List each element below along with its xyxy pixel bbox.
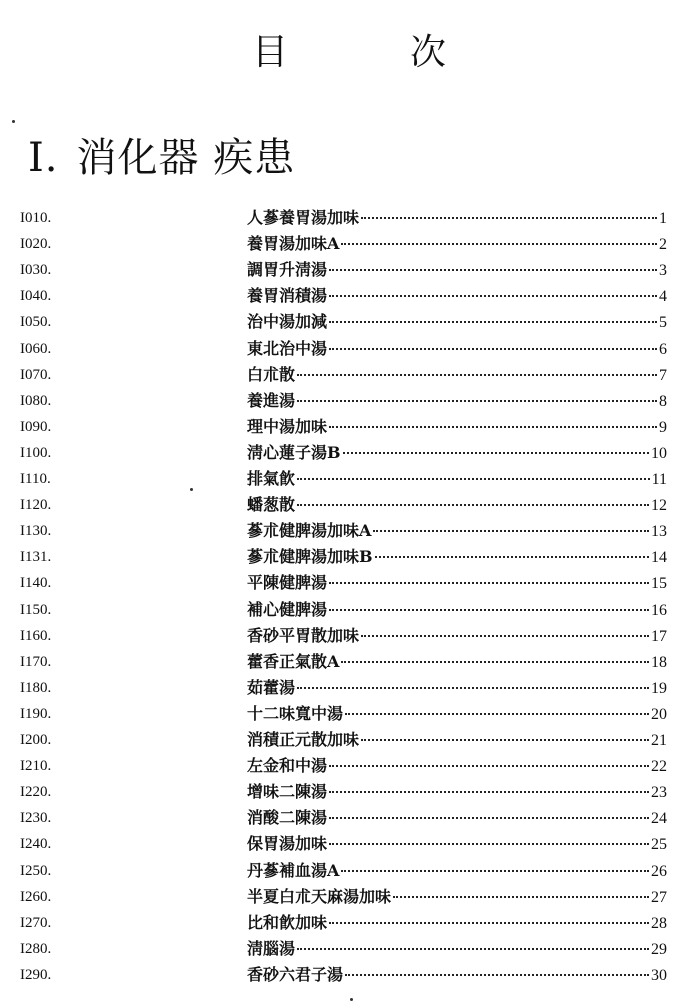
entry-name: 補心健脾湯 [247, 599, 328, 619]
entry-code: I110. [20, 471, 51, 487]
entry-code: I290. [20, 966, 52, 983]
toc-entry [0, 597, 700, 623]
entry-line [247, 283, 667, 310]
entry-code: I240. [20, 836, 52, 853]
entry-code: I060. [20, 340, 52, 357]
dot-leader [297, 504, 649, 506]
entry-name: 淸心蓮子湯B [247, 442, 341, 462]
entry-page-number: 14 [651, 549, 667, 567]
dot-leader [341, 870, 649, 872]
entry-line [247, 544, 667, 571]
entry-name: 蔘朮健脾湯加味A [247, 521, 372, 541]
entry-page-number: 28 [651, 914, 667, 932]
toc-entry [0, 649, 700, 675]
entry-code: I170. [20, 653, 52, 670]
dot-leader [329, 922, 649, 924]
toc-entry [0, 962, 700, 988]
entry-name: 藿香正氣散A [247, 651, 340, 671]
dot-leader [297, 948, 649, 950]
entry-code: I131. [20, 549, 52, 566]
entry-line [247, 701, 667, 728]
dot-leader [329, 765, 649, 767]
toc-entry [0, 440, 700, 466]
entry-name: 淸腦湯 [247, 938, 296, 958]
toc-entry [0, 518, 700, 544]
entry-name: 平陳健脾湯 [247, 573, 328, 593]
toc-entry [0, 727, 700, 753]
entry-name: 消酸二陳湯 [247, 808, 328, 828]
entry-name: 半夏白朮天麻湯加味 [247, 886, 392, 906]
entry-line [247, 414, 667, 441]
title-char-right: 次 [410, 32, 449, 73]
entry-page-number: 20 [651, 705, 667, 723]
dot-leader [343, 452, 649, 454]
dot-leader [329, 269, 657, 271]
entry-code: I230. [20, 810, 52, 827]
entry-code: I220. [20, 784, 52, 801]
entry-name: 茹藿湯 [247, 677, 296, 697]
entry-page-number: 1 [659, 210, 667, 227]
dot-leader [345, 713, 649, 715]
entry-name: 調胃升淸湯 [247, 260, 328, 280]
entry-line [247, 597, 667, 624]
entry-page-number: 2 [659, 236, 667, 254]
toc-entry [0, 884, 700, 910]
entry-line [247, 910, 667, 937]
entry-name: 增味二陳湯 [247, 782, 328, 802]
entry-name: 養進湯 [247, 390, 296, 410]
section-heading [28, 126, 295, 183]
toc-entry [0, 388, 700, 414]
section-number: I. [28, 135, 59, 181]
entry-page-number: 30 [651, 966, 667, 984]
entry-line [247, 831, 667, 858]
entry-line [247, 336, 667, 363]
dot-leader [329, 791, 649, 793]
dot-leader [297, 400, 657, 402]
toc-entry [0, 858, 700, 884]
entry-name: 白朮散 [247, 364, 296, 384]
title-char-left: 目 [251, 32, 290, 73]
entry-code: I280. [20, 940, 52, 957]
dot-leader [329, 426, 657, 428]
toc-entry [0, 309, 700, 335]
entry-line [247, 570, 667, 597]
entry-page-number: 26 [651, 862, 667, 880]
entry-code: I160. [20, 627, 52, 644]
dot-leader [329, 348, 657, 350]
entry-line [247, 753, 667, 780]
toc-entry [0, 414, 700, 440]
toc-entry [0, 831, 700, 857]
entry-line [247, 675, 667, 702]
entry-line [247, 727, 667, 754]
entry-name: 保胃湯加味 [247, 834, 328, 854]
entry-line [247, 466, 667, 493]
toc-entry [0, 570, 700, 596]
entry-page-number: 22 [651, 758, 667, 776]
toc-entry [0, 466, 700, 492]
entry-code: I200. [20, 732, 52, 748]
entry-page-number: 18 [651, 653, 667, 671]
dot-leader [297, 374, 657, 376]
toc-entry [0, 779, 700, 805]
entry-page-number: 24 [651, 810, 667, 828]
entry-name: 理中湯加味 [247, 416, 328, 436]
entry-code: I080. [20, 392, 52, 409]
entry-name: 人蔘養胃湯加味 [247, 208, 360, 227]
entry-line [247, 362, 667, 389]
entry-name: 蟠葱散 [247, 495, 296, 515]
entry-page-number: 16 [651, 601, 667, 619]
entry-code: I030. [20, 262, 52, 279]
toc-entry [0, 492, 700, 518]
entry-line [247, 388, 667, 415]
entry-code: I070. [20, 366, 52, 383]
scan-speck [350, 998, 353, 1001]
dot-leader [297, 687, 649, 689]
entry-code: I120. [20, 497, 52, 514]
entry-code: I050. [20, 314, 52, 331]
toc-entry [0, 805, 700, 831]
entry-code: I090. [20, 418, 52, 435]
entry-name: 比和飮加味 [247, 912, 328, 932]
toc-entry [0, 231, 700, 257]
entry-page-number: 13 [651, 523, 667, 541]
dot-leader [361, 739, 649, 741]
entry-code: I040. [20, 288, 52, 305]
entry-line [247, 309, 667, 336]
entry-name: 治中湯加減 [247, 312, 328, 332]
entry-page-number: 29 [651, 940, 667, 958]
entry-code: I140. [20, 575, 52, 592]
entry-code: I190. [20, 705, 52, 722]
entry-code: I130. [20, 523, 52, 540]
entry-page-number: 7 [659, 366, 667, 384]
toc-entry [0, 910, 700, 936]
entry-page-number: 12 [651, 497, 667, 515]
entry-page-number: 9 [659, 418, 667, 436]
entry-page-number: 6 [659, 340, 667, 358]
entry-line [247, 858, 667, 885]
entry-page-number: 10 [651, 444, 667, 462]
toc-entry [0, 362, 700, 388]
entry-name: 消積正元散加味 [247, 730, 360, 749]
entry-page-number: 3 [659, 262, 667, 280]
entry-code: I260. [20, 888, 52, 905]
scan-speck [190, 488, 193, 491]
toc-entry [0, 936, 700, 962]
entry-page-number: 21 [651, 732, 667, 749]
dot-leader [393, 896, 649, 898]
entry-code: I180. [20, 679, 52, 696]
entry-code: I010. [20, 210, 52, 226]
toc-entry [0, 205, 700, 231]
dot-leader [329, 295, 657, 297]
entry-name: 香砂六君子湯 [247, 964, 344, 984]
entry-code: I150. [20, 601, 52, 618]
entry-name: 蔘朮健脾湯加味B [247, 547, 373, 567]
entry-name: 丹蔘補血湯A [247, 860, 340, 880]
entry-page-number: 8 [659, 392, 667, 410]
dot-leader [341, 243, 657, 245]
entry-name: 養胃消積湯 [247, 286, 328, 306]
entry-page-number: 4 [659, 288, 667, 306]
scan-speck [12, 120, 15, 123]
toc-entry [0, 753, 700, 779]
dot-leader [329, 582, 649, 584]
entry-name: 左金和中湯 [247, 756, 328, 776]
entry-name: 香砂平胃散加味 [247, 625, 360, 645]
dot-leader [345, 974, 649, 976]
entry-line [247, 440, 667, 467]
dot-leader [373, 530, 649, 532]
entry-code: I020. [20, 236, 52, 253]
dot-leader [361, 217, 657, 219]
page-title [0, 24, 700, 75]
entry-line [247, 231, 667, 258]
section-title: 消化器 疾患 [76, 135, 296, 181]
toc-entry [0, 544, 700, 570]
toc-entry [0, 283, 700, 309]
entry-line [247, 884, 667, 911]
entry-code: I210. [20, 758, 52, 775]
entry-line [247, 779, 667, 806]
entry-page-number: 15 [651, 575, 667, 593]
entry-code: I250. [20, 862, 52, 879]
toc-entry [0, 257, 700, 283]
entry-page-number: 25 [651, 836, 667, 854]
dot-leader [361, 635, 649, 637]
entry-name: 十二味寬中湯 [247, 703, 344, 723]
entry-name: 排氣飮 [247, 469, 296, 488]
entry-page-number: 11 [651, 471, 667, 488]
dot-leader [329, 817, 649, 819]
entry-code: I100. [20, 444, 52, 461]
dot-leader [329, 321, 657, 323]
dot-leader [341, 661, 649, 663]
dot-leader [329, 843, 649, 845]
dot-leader [375, 556, 649, 558]
entry-page-number: 19 [651, 679, 667, 697]
entry-line [247, 492, 667, 519]
toc-entry [0, 675, 700, 701]
entry-page-number: 5 [659, 314, 667, 332]
entry-page-number: 23 [651, 784, 667, 802]
entry-line [247, 649, 667, 676]
entry-line [247, 936, 667, 963]
toc-entry [0, 701, 700, 727]
entry-name: 東北治中湯 [247, 338, 328, 358]
entry-line [247, 257, 667, 284]
entry-name: 養胃湯加味A [247, 234, 340, 254]
entry-line [247, 805, 667, 832]
toc-entry [0, 623, 700, 649]
entry-line [247, 518, 667, 545]
entry-page-number: 17 [651, 627, 667, 645]
toc-entry [0, 336, 700, 362]
entry-line [247, 205, 667, 232]
entry-line [247, 623, 667, 650]
entry-page-number: 27 [651, 888, 667, 906]
dot-leader [329, 609, 649, 611]
entry-code: I270. [20, 914, 52, 931]
dot-leader [297, 478, 650, 480]
entry-line [247, 962, 667, 989]
